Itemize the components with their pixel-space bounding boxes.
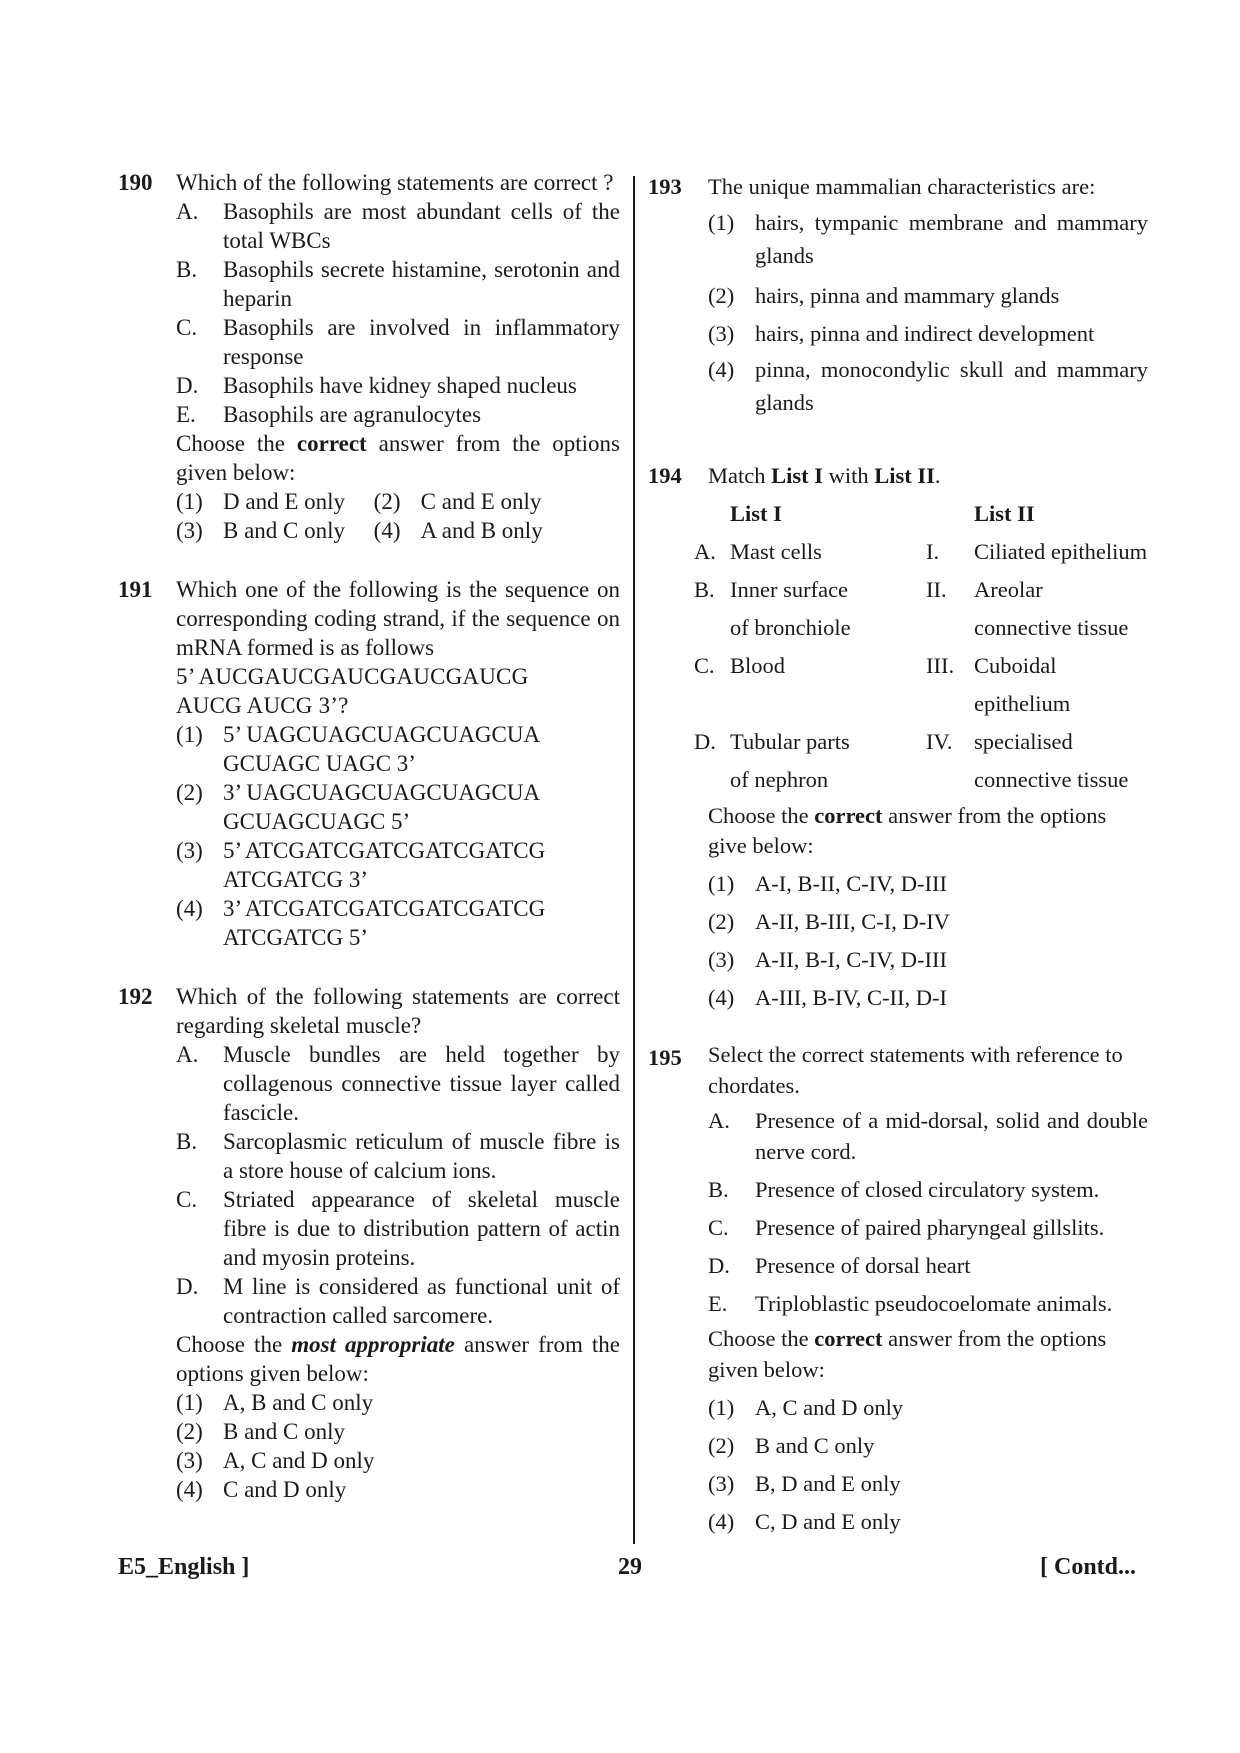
row-label: D. xyxy=(694,729,716,754)
option-1[interactable] xyxy=(708,865,1148,903)
row-label: C. xyxy=(694,653,715,678)
left-column xyxy=(118,168,620,1504)
option-text: hairs, pinna and indirect development xyxy=(755,321,1095,346)
statement-label: B. xyxy=(176,1129,198,1154)
option-text: C and E only xyxy=(420,489,542,514)
option-2[interactable] xyxy=(176,778,620,836)
option-label: (3) xyxy=(176,838,203,863)
row-label: IV. xyxy=(926,729,953,754)
statement xyxy=(708,1285,1148,1323)
option-label: (2) xyxy=(176,780,203,805)
option-label: (4) xyxy=(176,1477,203,1502)
question-stem xyxy=(708,457,1148,495)
mrna-sequence-line: 5’ AUCGAUCGAUCGAUCGAUCG xyxy=(176,664,529,689)
option-4[interactable] xyxy=(708,979,1148,1017)
option-text: B, D and E only xyxy=(755,1471,901,1496)
option-4[interactable] xyxy=(176,894,620,952)
statement-text: Basophils are most abundant cells of the total WBCs xyxy=(223,199,620,253)
statement-text: Striated appearance of skeletal muscle fibre is due to distribution pattern of actin and myosin proteins. xyxy=(223,1187,620,1270)
option-text: A, C and D only xyxy=(755,1395,904,1420)
table-row xyxy=(694,533,1148,571)
question-stem: Which of the following statements are correct regarding skeletal muscle? xyxy=(176,984,620,1038)
statement-text: Basophils secrete histamine, serotonin and heparin xyxy=(223,257,620,311)
table-header xyxy=(694,495,1148,533)
option-4[interactable] xyxy=(708,353,1148,419)
option-label: (3) xyxy=(176,518,203,543)
option-text: B and C only xyxy=(223,1419,346,1444)
option-text: A-II, B-I, C-IV, D-III xyxy=(755,947,948,972)
statement xyxy=(708,1171,1148,1209)
instruction-text: Choose the xyxy=(708,1326,815,1351)
instruction-text: answer from the options given below: xyxy=(708,1326,1107,1382)
question-number: 191 xyxy=(118,577,153,602)
option-1[interactable] xyxy=(176,1388,620,1417)
option-label: (4) xyxy=(708,1509,735,1534)
option-text: A-III, B-IV, C-II, D-I xyxy=(755,985,948,1010)
instruction-text: Choose the xyxy=(176,1332,292,1357)
option-label: (1) xyxy=(708,1395,735,1420)
option-1[interactable] xyxy=(176,487,374,516)
option-text: A and B only xyxy=(420,518,543,543)
table-row xyxy=(694,647,1148,723)
option-text: B and C only xyxy=(223,518,346,543)
option-label: (3) xyxy=(176,1448,203,1473)
instruction-text: Choose the xyxy=(708,803,815,828)
statement-label: C. xyxy=(176,1187,198,1212)
right-column xyxy=(648,168,1148,1541)
option-label: (1) xyxy=(176,489,203,514)
statement-text: Triploblastic pseudocoelomate animals. xyxy=(755,1291,1113,1316)
statement xyxy=(176,371,620,400)
option-label: (2) xyxy=(176,1419,203,1444)
option-text: 3’ UAGCUAGCUAGCUAGCUA xyxy=(223,780,541,805)
option-text: D and E only xyxy=(223,489,346,514)
question-192 xyxy=(118,982,620,1504)
footer-paper-code: E5_English ] xyxy=(118,1554,250,1580)
option-label: (4) xyxy=(373,518,401,543)
question-190 xyxy=(118,168,620,545)
statement-label: D. xyxy=(176,1274,199,1299)
option-text: GCUAGCUAGC 5’ xyxy=(223,809,411,834)
option-row xyxy=(176,516,620,545)
option-label: (1) xyxy=(176,1390,203,1415)
statement xyxy=(176,1127,620,1185)
match-table xyxy=(694,495,1148,799)
row-label: III. xyxy=(926,653,955,678)
list2-text: Areolar xyxy=(974,577,1043,602)
question-stem: The unique mammalian characteristics are: xyxy=(708,174,1096,199)
list1-text: of bronchiole xyxy=(730,615,851,640)
option-text: A, C and D only xyxy=(223,1448,375,1473)
option-label: (3) xyxy=(708,947,735,972)
instruction-text: answer from the options give below: xyxy=(708,803,1107,858)
statement xyxy=(176,1185,620,1272)
choose-instruction xyxy=(708,801,1148,861)
option-4[interactable] xyxy=(708,1503,1148,1541)
statement-label: B. xyxy=(176,257,198,282)
question-number: 194 xyxy=(648,463,682,488)
option-label: (4) xyxy=(708,357,735,382)
option-text: A, B and C only xyxy=(223,1390,374,1415)
option-label: (4) xyxy=(708,985,735,1010)
list1-item xyxy=(730,723,926,799)
question-stem: Which of the following statements are correct ? xyxy=(176,170,614,195)
option-3[interactable] xyxy=(176,836,620,894)
statement-text: Presence of paired pharyngeal gillslits. xyxy=(755,1215,1105,1240)
option-text: ATCGATCG 3’ xyxy=(223,867,369,892)
statement-label: A. xyxy=(176,199,199,224)
mrna-sequence-line: AUCG AUCG 3’? xyxy=(176,693,349,718)
option-label: (1) xyxy=(708,871,735,896)
statement-text: Basophils are agranulocytes xyxy=(223,402,482,427)
question-number: 195 xyxy=(648,1045,682,1070)
list1-text: Inner surface xyxy=(730,577,849,602)
list2-item: Ciliated epithelium xyxy=(974,539,1148,564)
stem-text: with xyxy=(823,463,875,488)
statement-text: Presence of a mid-dorsal, solid and double nerve cord. xyxy=(755,1108,1148,1164)
list1-text: of nephron xyxy=(730,767,829,792)
list2-text: connective tissue xyxy=(974,615,1129,640)
statement xyxy=(176,313,620,371)
table-row xyxy=(694,571,1148,647)
list2-text: connective tissue xyxy=(974,767,1129,792)
option-3[interactable] xyxy=(708,315,1148,353)
question-195 xyxy=(648,1039,1148,1541)
option-2[interactable] xyxy=(708,903,1148,941)
row-label: B. xyxy=(694,577,715,602)
statement xyxy=(176,1040,620,1127)
statement-label: E. xyxy=(708,1291,728,1316)
option-3[interactable] xyxy=(176,1446,620,1475)
option-text: B and C only xyxy=(755,1433,875,1458)
option-3[interactable] xyxy=(176,516,374,545)
statement-label: D. xyxy=(176,373,199,398)
option-2[interactable] xyxy=(708,1427,1148,1465)
option-3[interactable] xyxy=(708,941,1148,979)
option-text: ATCGATCG 5’ xyxy=(223,925,369,950)
option-2[interactable] xyxy=(176,1417,620,1446)
list2-item xyxy=(974,571,1148,647)
question-194 xyxy=(648,457,1148,1017)
statement xyxy=(176,255,620,313)
statement xyxy=(708,1247,1148,1285)
option-label: (2) xyxy=(373,489,401,514)
statement-label: A. xyxy=(708,1108,730,1133)
question-191 xyxy=(118,575,620,952)
option-text: 3’ ATCGATCGATCGATCGATCG xyxy=(223,896,546,921)
statement-label: E. xyxy=(176,402,196,427)
option-2[interactable] xyxy=(708,277,1148,315)
stem-emphasis: List II xyxy=(874,463,935,488)
choose-instruction xyxy=(176,1330,620,1388)
option-2[interactable] xyxy=(374,487,620,516)
list1-item: Mast cells xyxy=(730,539,822,564)
instruction-emphasis: correct xyxy=(814,803,883,828)
option-label: (2) xyxy=(708,283,735,308)
instruction-text: Choose the xyxy=(176,431,297,456)
row-label: II. xyxy=(926,577,947,602)
statement-text: Presence of closed circulatory system. xyxy=(755,1177,1100,1202)
choose-instruction xyxy=(708,1323,1148,1385)
row-label: I. xyxy=(926,539,940,564)
question-number: 192 xyxy=(118,984,153,1009)
option-text: A-II, B-III, C-I, D-IV xyxy=(755,909,950,934)
statement xyxy=(176,1272,620,1330)
statement-text: Muscle bundles are held together by collagenous connective tissue layer called fascicle. xyxy=(223,1042,620,1125)
list2-item xyxy=(974,723,1148,799)
list1-text: Tubular parts xyxy=(730,729,850,754)
footer-page-number: 29 xyxy=(618,1554,642,1580)
list1-item xyxy=(730,571,926,647)
option-text: hairs, pinna and mammary glands xyxy=(755,283,1060,308)
list2-text: specialised xyxy=(974,729,1073,754)
statement-label: C. xyxy=(708,1215,729,1240)
list2-item: Cuboidal epithelium xyxy=(974,653,1071,716)
list1-heading: List I xyxy=(730,501,782,526)
instruction-emphasis: correct xyxy=(296,431,367,456)
instruction-emphasis: most appropriate xyxy=(291,1332,455,1357)
statement xyxy=(708,1209,1148,1247)
option-3[interactable] xyxy=(708,1465,1148,1503)
statement-text: Basophils are involved in inflammatory response xyxy=(223,315,620,369)
question-193 xyxy=(648,168,1148,419)
instruction-text: answer from the options given below: xyxy=(176,431,620,485)
option-text: hairs, tympanic membrane and mammary glands xyxy=(755,210,1148,268)
option-label: (4) xyxy=(176,896,203,921)
option-text: A-I, B-II, C-IV, D-III xyxy=(755,871,948,896)
list1-item: Blood xyxy=(730,653,786,678)
choose-instruction xyxy=(176,429,620,487)
statement-label: C. xyxy=(176,315,198,340)
option-label: (2) xyxy=(708,1433,735,1458)
statement-text: Sarcoplasmic reticulum of muscle fibre is a store house of calcium ions. xyxy=(223,1129,620,1183)
table-row xyxy=(694,723,1148,799)
option-4[interactable] xyxy=(176,1475,620,1504)
option-1[interactable] xyxy=(708,206,1148,272)
list2-heading: List II xyxy=(974,501,1035,526)
footer-continued: [ Contd... xyxy=(1040,1554,1137,1580)
stem-text: Match xyxy=(708,463,772,488)
option-text: GCUAGC UAGC 3’ xyxy=(223,751,416,776)
question-number: 190 xyxy=(118,170,153,195)
row-label: A. xyxy=(694,539,716,564)
statement xyxy=(176,400,620,429)
instruction-text: answer from the options given below: xyxy=(176,1332,620,1386)
question-stem: Which one of the following is the sequence on corresponding coding strand, if the sequence on mRNA formed is as follows xyxy=(176,577,620,660)
stem-text: . xyxy=(934,463,941,488)
statement-label: D. xyxy=(708,1253,730,1278)
statement-label: A. xyxy=(176,1042,199,1067)
statement-text: Presence of dorsal heart xyxy=(755,1253,971,1278)
statement xyxy=(176,197,620,255)
option-text: 5’ ATCGATCGATCGATCGATCG xyxy=(223,838,546,863)
option-row xyxy=(176,487,620,516)
statement-text: Basophils have kidney shaped nucleus xyxy=(223,373,577,398)
instruction-emphasis: correct xyxy=(814,1326,883,1351)
option-text: pinna, monocondylic skull and mammary glands xyxy=(755,357,1148,415)
question-number: 193 xyxy=(648,174,682,199)
option-text: C, D and E only xyxy=(755,1509,901,1534)
option-text: 5’ UAGCUAGCUAGCUAGCUA xyxy=(223,722,541,747)
option-label: (1) xyxy=(176,722,203,747)
statement-text: M line is considered as functional unit of contraction called sarcomere. xyxy=(223,1274,620,1328)
option-text: C and D only xyxy=(223,1477,347,1502)
option-1[interactable] xyxy=(176,720,620,778)
option-label: (1) xyxy=(708,210,735,235)
statement xyxy=(708,1105,1148,1167)
option-label: (2) xyxy=(708,909,735,934)
question-stem: Select the correct statements with reference to chordates. xyxy=(708,1042,1123,1098)
option-1[interactable] xyxy=(708,1389,1148,1427)
column-divider xyxy=(633,176,635,1544)
option-label: (3) xyxy=(708,321,735,346)
option-label: (3) xyxy=(708,1471,735,1496)
statement-label: B. xyxy=(708,1177,729,1202)
option-4[interactable] xyxy=(374,516,620,545)
stem-emphasis: List I xyxy=(771,463,823,488)
